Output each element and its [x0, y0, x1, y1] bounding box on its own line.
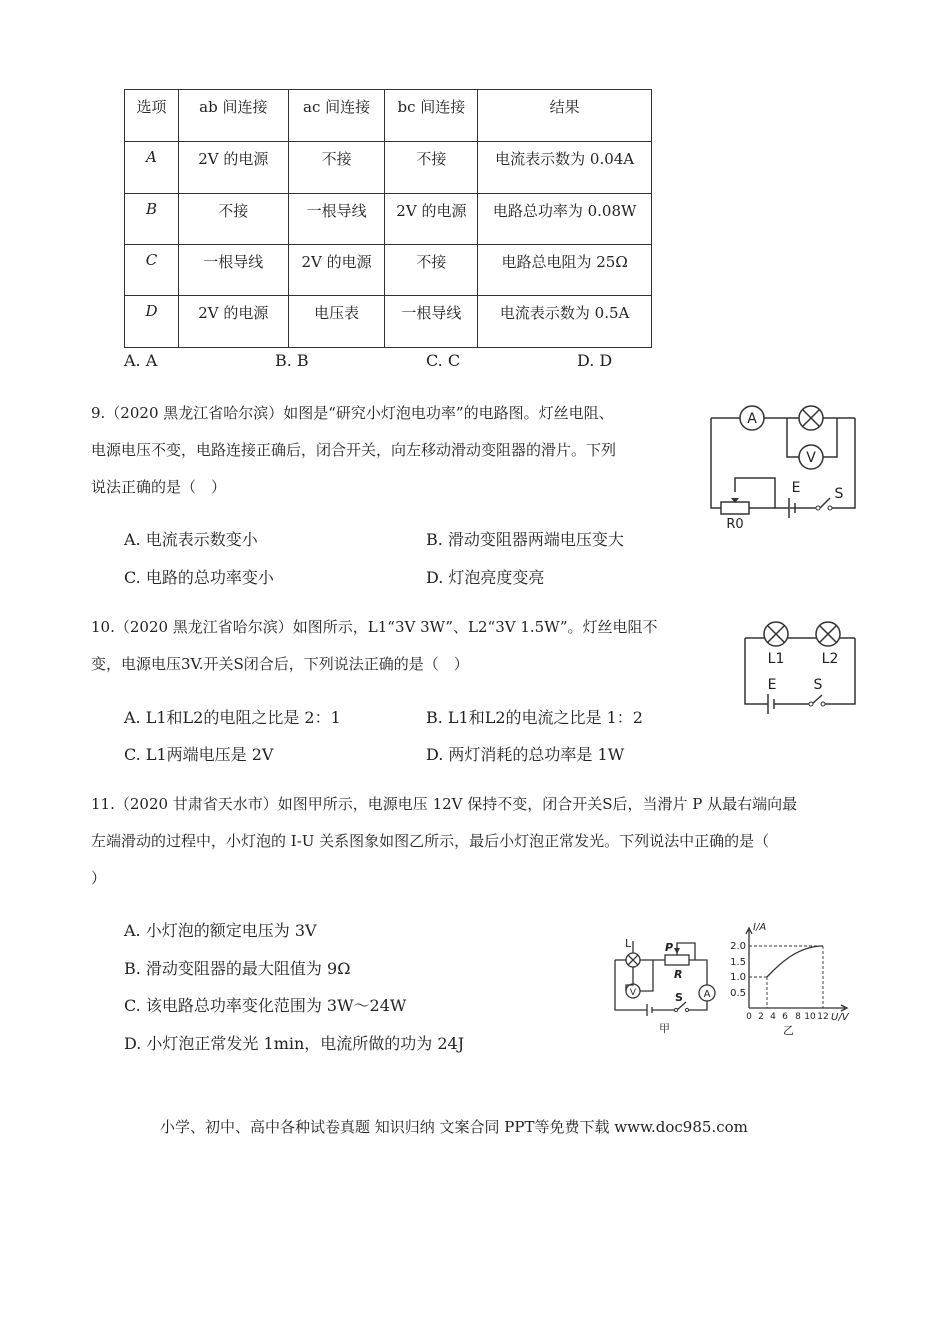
q11-switch-label: S [675, 991, 683, 1004]
table-cell: 一根导线 [178, 245, 288, 296]
q11-iu-graph-yi [727, 918, 862, 1038]
q9-circuit-diagram [705, 402, 865, 532]
q9-stem-line: 9.（2020 黑龙江省哈尔滨）如图是“研究小灯泡电功率”的电路图。灯丝电阻、 [91, 404, 614, 422]
graph-ytick: 1.0 [730, 972, 746, 983]
table-cell: 电路总电阻为 25Ω [478, 245, 652, 296]
q11-voltmeter-label: V [629, 988, 637, 998]
graph-xtick: 12 [817, 1012, 829, 1022]
table-cell: 电流表示数为 0.5A [478, 296, 652, 348]
q10-circuit-diagram [742, 618, 862, 713]
table-cell: D [125, 296, 179, 348]
q10-option-b[interactable]: B. L1和L2的电流之比是 1：2 [426, 708, 643, 727]
table-cell: B [125, 194, 179, 245]
page-footer: 小学、初中、高中各种试卷真题 知识归纳 文案合同 PPT等免费下载 www.doc985.com [160, 1118, 748, 1136]
graph-ytick: 2.0 [730, 941, 746, 952]
table-cell: 2V 的电源 [178, 142, 288, 194]
table-cell: 一根导线 [385, 296, 478, 348]
table-cell: 电压表 [288, 296, 385, 348]
q11-slider-label: P [665, 941, 674, 954]
graph-xtick: 10 [804, 1012, 816, 1022]
table-header: bc 间连接 [385, 90, 478, 142]
table-cell: 2V 的电源 [288, 245, 385, 296]
table-cell: 2V 的电源 [178, 296, 288, 348]
table-cell: 电流表示数为 0.04A [478, 142, 652, 194]
table-cell: 一根导线 [288, 194, 385, 245]
table-cell: 电路总功率为 0.08W [478, 194, 652, 245]
graph-xtick: 8 [795, 1012, 801, 1022]
table-header: 结果 [478, 90, 652, 142]
q9-ammeter-label: A [747, 411, 757, 427]
graph-xtick: 6 [782, 1012, 788, 1022]
table-cell: 不接 [385, 245, 478, 296]
graph-ytick: 0.5 [730, 988, 746, 999]
options-table [124, 89, 652, 348]
q11-option-b[interactable]: B. 滑动变阻器的最大阻值为 9Ω [124, 959, 351, 978]
q11-stem-line: 11.（2020 甘肃省天水市）如图甲所示，电源电压 12V 保持不变，闭合开关S后，当滑片 P 从最右端向最 [91, 795, 798, 813]
table-row [125, 142, 652, 194]
q8-choice-c[interactable]: C. C [426, 351, 461, 370]
q9-rheostat-label: R0 [726, 517, 744, 532]
table-row [125, 194, 652, 245]
q9-stem-line: 说法正确的是（ ） [91, 478, 227, 496]
table-cell: 不接 [288, 142, 385, 194]
q11-option-d[interactable]: D. 小灯泡正常发光 1min，电流所做的功为 24J [124, 1034, 465, 1053]
q9-option-b[interactable]: B. 滑动变阻器两端电压变大 [426, 530, 624, 549]
q8-choice-a[interactable]: A. A [124, 351, 158, 370]
q10-stem-line: 10.（2020 黑龙江省哈尔滨）如图所示，L1“3V 3W”、L2“3V 1.5W”。灯丝电阻不 [91, 618, 658, 636]
table-header: 选项 [125, 90, 179, 142]
q10-option-a[interactable]: A. L1和L2的电阻之比是 2：1 [124, 708, 341, 727]
graph-xtick: 4 [770, 1012, 776, 1022]
graph-xtick: 0 [746, 1012, 752, 1022]
q8-choice-b[interactable]: B. B [275, 351, 309, 370]
q11-stem-line: ） [91, 869, 107, 887]
q9-option-d[interactable]: D. 灯泡亮度变亮 [426, 568, 545, 587]
table-cell: 不接 [385, 142, 478, 194]
q11-rheostat-label: R [674, 968, 683, 981]
table-header-row [125, 90, 652, 142]
q10-battery-label: E [767, 677, 777, 693]
q9-option-c[interactable]: C. 电路的总功率变小 [124, 568, 274, 587]
table-cell: C [125, 245, 179, 296]
q9-switch-label: S [834, 486, 844, 502]
table-row [125, 296, 652, 348]
q10-lamp1-label: L1 [767, 651, 785, 667]
table-cell: 2V 的电源 [385, 194, 478, 245]
q10-switch-label: S [813, 677, 823, 693]
q11-circuit-caption: 甲 [659, 1022, 670, 1035]
graph-xlabel: U/V [831, 1012, 849, 1023]
q8-choice-d[interactable]: D. D [577, 351, 613, 370]
q11-option-c[interactable]: C. 该电路总功率变化范围为 3W～24W [124, 996, 407, 1015]
table-header: ac 间连接 [288, 90, 385, 142]
q10-stem-line: 变，电源电压3V.开关S闭合后，下列说法正确的是（ ） [91, 655, 469, 673]
table-cell: 不接 [178, 194, 288, 245]
table-row [125, 245, 652, 296]
graph-ytick: 1.5 [730, 957, 746, 968]
q9-voltmeter-label: V [806, 450, 816, 466]
q9-option-a[interactable]: A. 电流表示数变小 [124, 530, 258, 549]
q11-stem-line: 左端滑动的过程中，小灯泡的 I-U 关系图象如图乙所示，最后小灯泡正常发光。下列说法中正确的是（ [91, 832, 770, 850]
q10-lamp2-label: L2 [821, 651, 839, 667]
q11-circuit-diagram-jia [607, 935, 722, 1035]
q11-ammeter-label: A [703, 989, 711, 1000]
q10-option-c[interactable]: C. L1两端电压是 2V [124, 745, 274, 764]
table-cell: A [125, 142, 179, 194]
graph-caption: 乙 [783, 1024, 794, 1037]
q11-lamp-label: L [625, 937, 632, 950]
q11-option-a[interactable]: A. 小灯泡的额定电压为 3V [124, 921, 317, 940]
graph-xtick: 2 [758, 1012, 764, 1022]
q9-stem-line: 电源电压不变，电路连接正确后，闭合开关，向左移动滑动变阻器的滑片。下列 [91, 441, 617, 459]
graph-ylabel: I/A [753, 922, 767, 933]
q10-option-d[interactable]: D. 两灯消耗的总功率是 1W [426, 745, 625, 764]
table-header: ab 间连接 [178, 90, 288, 142]
q9-battery-label: E [791, 480, 801, 496]
